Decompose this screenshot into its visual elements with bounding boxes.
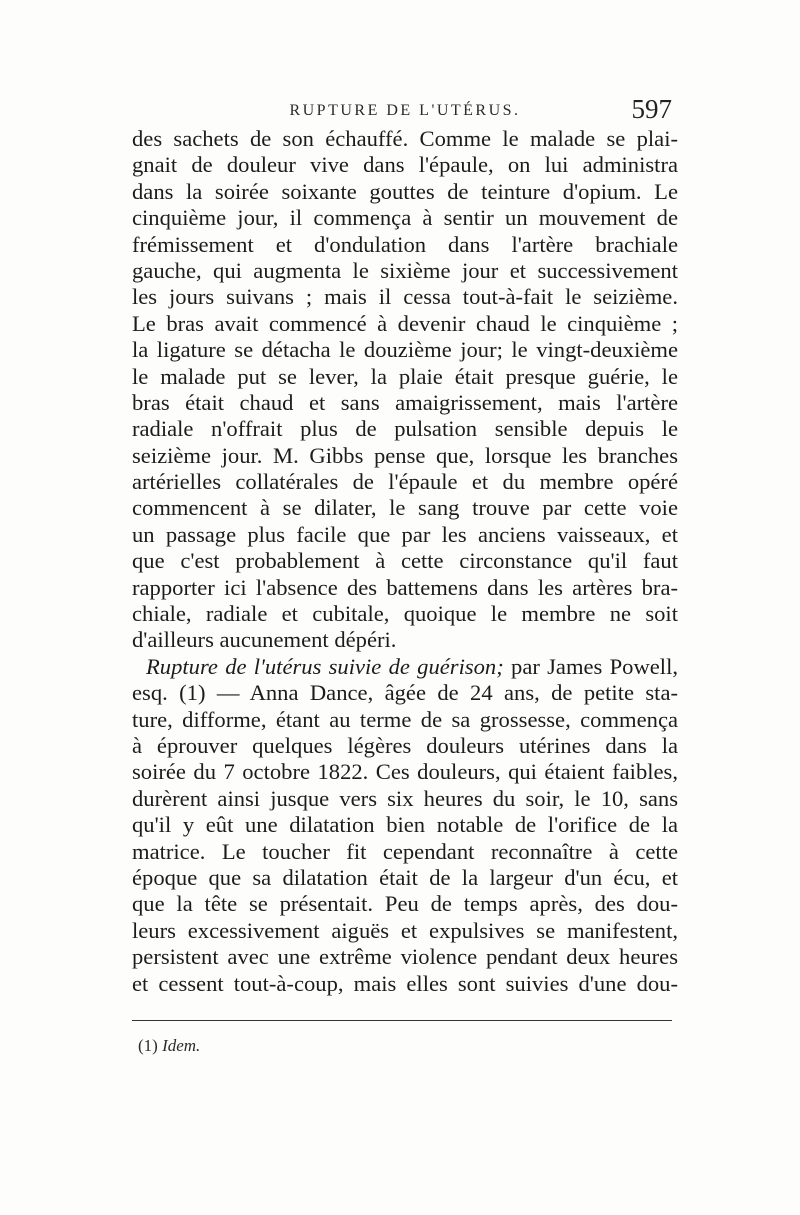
text-line: Le bras avait commencé à devenir chaud le cinquième ; <box>132 310 678 336</box>
text-line: persistent avec une extrême violence pendant deux heures <box>132 944 678 970</box>
text-line: à éprouver quelques légères douleurs utérines dans la <box>132 732 678 758</box>
footnote-text: Idem. <box>162 1036 201 1055</box>
footnote-rule <box>132 1020 672 1021</box>
text-line: les jours suivans ; mais il cessa tout-à-fait le seizième. <box>132 284 678 310</box>
section-title-author: par James Powell, <box>503 653 678 679</box>
text-line: un passage plus facile que par les anciens vaisseaux, et <box>132 521 678 547</box>
text-line: d'ailleurs aucunement dépéri. <box>132 627 397 653</box>
text-line: gauche, qui augmenta le sixième jour et successivement <box>132 257 678 283</box>
text-line: frémissement et d'ondulation dans l'artère brachiale <box>132 231 678 257</box>
text-line: que la tête se présentait. Peu de temps après, des dou- <box>132 891 678 917</box>
text-line: qu'il y eût une dilatation bien notable de l'orifice de la <box>132 812 678 838</box>
text-line: commencent à se dilater, le sang trouve par cette voie <box>132 495 678 521</box>
text-line: leurs excessivement aiguës et expulsives se manifestent, <box>132 917 678 943</box>
footnote <box>138 1036 200 1056</box>
section-heading-line <box>132 654 678 680</box>
text-line: que c'est probablement à cette circonstance qu'il faut <box>132 548 678 574</box>
running-head <box>132 94 678 128</box>
text-line: et cessent tout-à-coup, mais elles sont suivies d'une dou- <box>132 970 678 996</box>
text-line: esq. (1) — Anna Dance, âgée de 24 ans, de petite sta- <box>132 680 678 706</box>
text-line: durèrent ainsi jusque vers six heures du soir, le 10, sans <box>132 785 678 811</box>
text-line: artérielles collatérales de l'épaule et du membre opéré <box>132 469 678 495</box>
text-line: rapporter ici l'absence des battemens dans les artères bra- <box>132 574 678 600</box>
running-title: RUPTURE DE L'UTÉRUS. <box>289 102 521 119</box>
text-line: matrice. Le toucher fit cependant reconnaître à cette <box>132 838 678 864</box>
text-line: cinquième jour, il commença à sentir un mouvement de <box>132 205 678 231</box>
section-title-italic: Rupture de l'utérus suivie de guérison; <box>146 653 504 679</box>
text-line: ture, difforme, étant au terme de sa grossesse, commença <box>132 706 678 732</box>
footnote-marker: (1) <box>138 1036 158 1055</box>
page-number: 597 <box>631 94 672 124</box>
text-line: gnait de douleur vive dans l'épaule, on lui administra <box>132 152 678 178</box>
text-line: bras était chaud et sans amaigrissement, mais l'artère <box>132 389 678 415</box>
text-line: seizième jour. M. Gibbs pense que, lorsque les branches <box>132 442 678 468</box>
text-line: la ligature se détacha le douzième jour; le vingt-deuxième <box>132 337 678 363</box>
text-line: dans la soirée soixante gouttes de teinture d'opium. Le <box>132 178 678 204</box>
text-line: le malade put se lever, la plaie était presque guérie, le <box>132 363 678 389</box>
text-line: chiale, radiale et cubitale, quoique le membre ne soit <box>132 601 678 627</box>
text-line: des sachets de son échauffé. Comme le malade se plai- <box>132 126 678 151</box>
body-text <box>132 126 678 997</box>
text-line: soirée du 7 octobre 1822. Ces douleurs, qui étaient faibles, <box>132 759 678 785</box>
text-line: époque que sa dilatation était de la largeur d'un écu, et <box>132 864 678 890</box>
text-line: radiale n'offrait plus de pulsation sensible depuis le <box>132 416 678 442</box>
